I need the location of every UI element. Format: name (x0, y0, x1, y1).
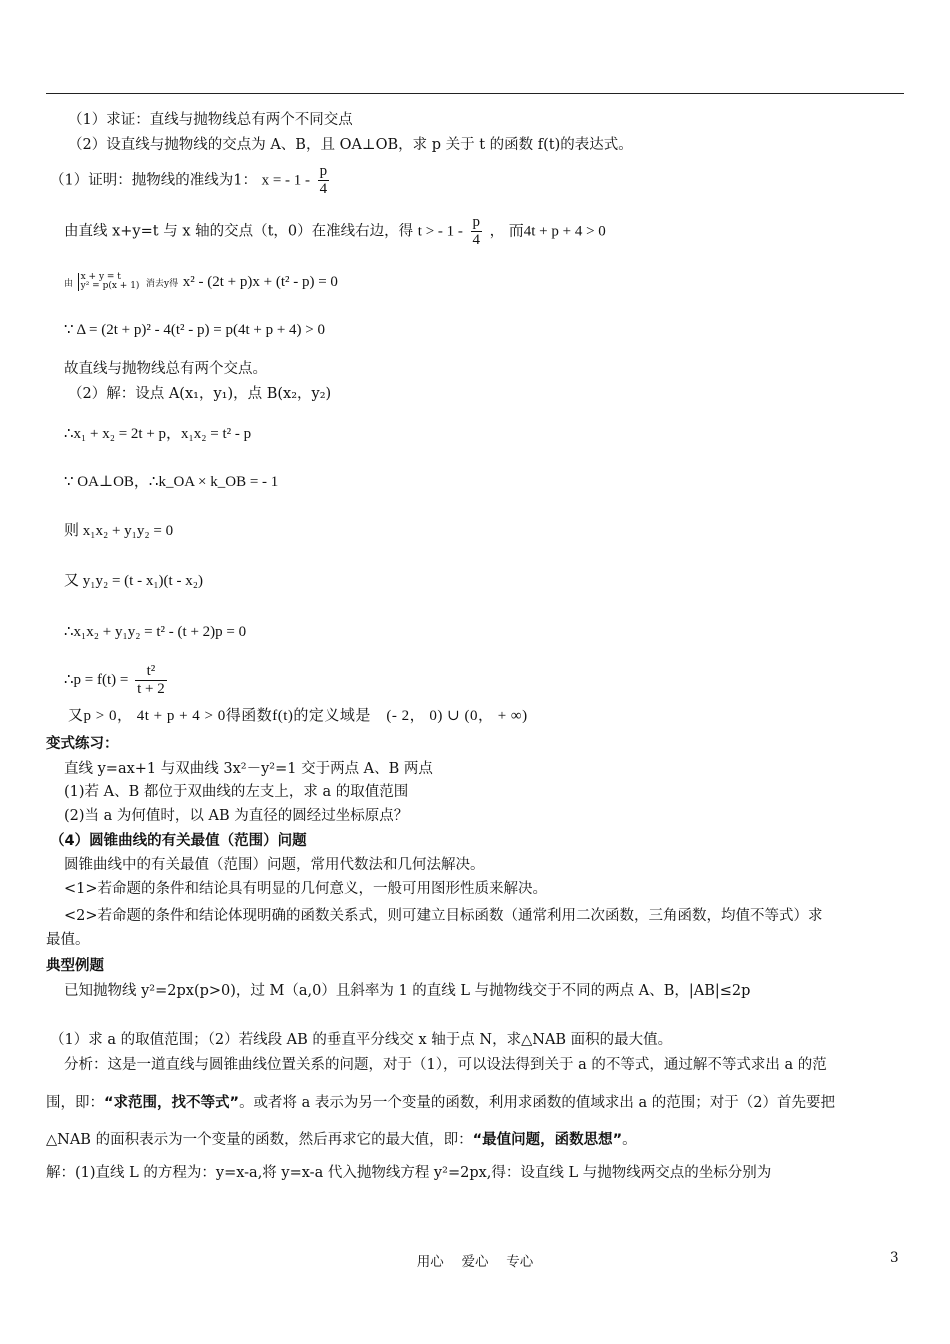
line-14-prefix: ∴p = f(t) = (64, 671, 129, 688)
line-4 (64, 214, 606, 249)
line-6: ∵ Δ = (2t + p)² - 4(t² - p) = p(4t + p + 4) > 0 (64, 322, 325, 338)
line-3-text: （1）证明：抛物线的准线为1： (50, 172, 257, 189)
line-5 (64, 272, 338, 294)
numerator: p (472, 214, 481, 230)
system-eq-2: y² = p(x + 1) (80, 281, 140, 291)
fraction-p-over-4-b (471, 214, 483, 249)
line-19: (2)当 a 为何值时，以 AB 为直径的圆经过坐标原点？ (64, 808, 409, 824)
line-4-comma: ， (489, 223, 505, 240)
line-30 (46, 1130, 637, 1150)
header-rule (46, 93, 904, 94)
line-30-a: △NAB 的面积表示为一个变量的函数，然后再求它的最大值，即： (46, 1132, 473, 1148)
line-12: 又 y₁y₂ = (t - x₁)(t - x₂) (64, 573, 203, 589)
line-4-text: 由直线 x+y=t 与 x 轴的交点（t，0）在准线右边，得 (64, 223, 414, 240)
line-18: (1)若 A、B 都位于双曲线的左支上，求 a 的取值范围 (64, 784, 409, 800)
section-variant-practice: 变式练习： (46, 736, 119, 752)
line-7: 故直线与抛物线总有两个交点。 (64, 361, 267, 377)
line-31: 解：(1)直线 L 的方程为：y=x-a,将 y=x-a 代入抛物线方程 y²=2px,得：设直线 L 与抛物线两交点的坐标分别为 (46, 1165, 772, 1181)
line-23: <2>若命题的条件和结论体现明确的函数关系式，则可建立目标函数（通常利用二次函数，三角函数，均值不等式）求 (64, 908, 823, 924)
fraction-p-over-4 (318, 163, 330, 198)
system-eq-1: x + y = t (80, 272, 121, 282)
denominator: 4 (472, 232, 481, 248)
line-28: 分析：这是一道直线与圆锥曲线位置关系的问题，对于（1），可以设法得到关于 a 的不等式，通过解不等式求出 a 的范 (64, 1057, 827, 1073)
line-9: ∴x₁ + x₂ = 2t + p，x₁x₂ = t² - p (64, 426, 252, 442)
line-10: ∵ OA⊥OB，∴k_OA × k_OB = - 1 (64, 474, 279, 490)
line-29-emphasis: “求范围，找不等式” (104, 1095, 240, 1111)
line-24: 最值。 (46, 932, 90, 948)
section-4-heading: （4）圆锥曲线的有关最值（范围）问题 (50, 833, 307, 849)
line-21: 圆锥曲线中的有关最值（范围）问题，常用代数法和几何法解决。 (64, 857, 485, 873)
line-29 (46, 1093, 835, 1113)
line-22: <1>若命题的条件和结论具有明显的几何意义，一般可用图形性质来解决。 (64, 881, 548, 897)
line-29-a: 围，即： (46, 1095, 104, 1111)
line-8: （2）解：设点 A(x₁，y₁)，点 B(x₂，y₂) (68, 386, 332, 402)
line-4-math-2: 而4t + p + 4 > 0 (508, 223, 606, 240)
line-14 (64, 663, 170, 698)
line-5-math: x² - (2t + p)x + (t² - p) = 0 (182, 274, 338, 290)
page-footer: 用心 爱心 专心 (416, 1254, 534, 1270)
section-typical-example: 典型例题 (46, 958, 104, 974)
line-15: 又p > 0， 4t + p + 4 > 0得函数f(t)的定义域是 (- 2， 0) ∪ (0， + ∞) (68, 708, 528, 724)
equation-system (78, 273, 140, 291)
line-4-math-1: t > - 1 - (417, 223, 463, 240)
line-11: 则 x₁x₂ + y₁y₂ = 0 (64, 523, 174, 539)
line-1: （1）求证：直线与抛物线总有两个不同交点 (68, 112, 353, 128)
numerator: p (319, 163, 328, 179)
line-26: 已知抛物线 y²=2px(p>0)，过 M（a,0）且斜率为 1 的直线 L 与抛物线交于不同的两点 A、B，|AB|≤2p (64, 983, 751, 999)
line-17: 直线 y=ax+1 与双曲线 3x²－y²=1 交于两点 A、B 两点 (64, 761, 433, 777)
line-27: （1）求 a 的取值范围；（2）若线段 AB 的垂直平分线交 x 轴于点 N，求△NAB 面积的最大值。 (50, 1032, 673, 1048)
line-30-c: 。 (622, 1132, 637, 1148)
line-2: （2）设直线与抛物线的交点为 A、B，且 OA⊥OB，求 p 关于 t 的函数 f(t)的表达式。 (68, 137, 633, 153)
fraction-t2-over-t-plus-2 (135, 663, 167, 698)
numerator: t² (135, 663, 167, 681)
page-number: 3 (890, 1250, 899, 1266)
line-3-math: x = - 1 - (261, 172, 311, 189)
line-3 (50, 163, 332, 198)
denominator: t + 2 (137, 681, 165, 697)
line-5-middle: 消去y得 (146, 279, 179, 289)
line-13: ∴x₁x₂ + y₁y₂ = t² - (t + 2)p = 0 (64, 624, 247, 640)
line-29-c: 。或者将 a 表示为另一个变量的函数，利用求函数的值域求出 a 的范围；对于（2）首先要把 (239, 1095, 836, 1111)
line-30-emphasis: “最值问题，函数思想” (472, 1132, 623, 1148)
denominator: 4 (319, 181, 328, 197)
line-5-prefix: 由 (64, 279, 74, 289)
